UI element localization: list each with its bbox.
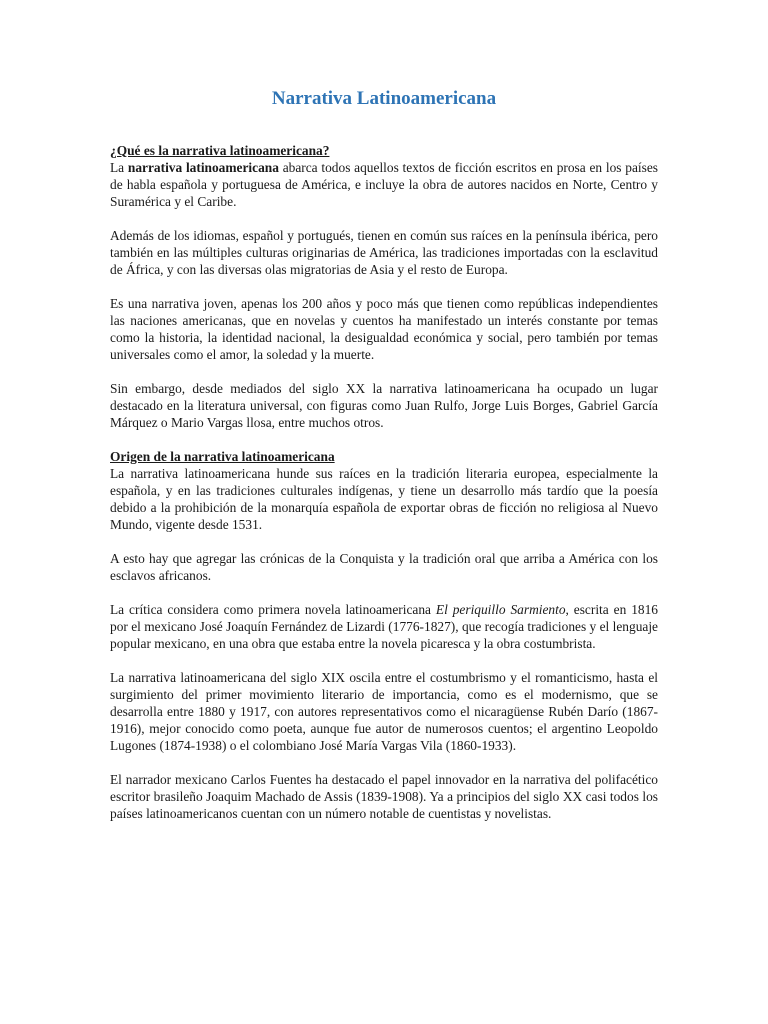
italic-title: El periquillo Sarmiento <box>435 602 566 617</box>
paragraph-young-narrative: Es una narrativa joven, apenas los 200 años y poco más que tienen como repúblicas independientes las naciones americanas, que en novelas y cuentos ha manifestado un interés constante por temas como la historia, la identidad nacional, la desigualdad económica y social, pero también por temas universales como el amor, la soledad y la muerte. <box>110 296 658 362</box>
paragraph-text: La crítica considera como primera novela latinoamericana <box>110 602 436 617</box>
paragraph-languages: Además de los idiomas, español y portugués, tienen en común sus raíces en la península ibérica, pero también en las múltiples culturas originarias de América, las tradiciones importadas con la esclavitud de África, y con las diversas olas migratorias de Asia y el resto de Europa. <box>110 228 658 277</box>
paragraph-definition <box>110 159 658 210</box>
paragraph-nineteenth-century: La narrativa latinoamericana del siglo XIX oscila entre el costumbrismo y el romanticismo, hasta el surgimiento del primer movimiento literario de importancia, como es el modernismo, que se desarrolla entre 1880 y 1917, con autores representativos como el nicaragüense Rubén Darío (1867-1916), mejor conocido como poeta, aunque fue autor de numerosos cuentos; el argentino Leopoldo Lugones (1874-1938) o el colombiano José María Vargas Vila (1860-1933). <box>110 670 658 753</box>
paragraph-text: La <box>110 160 128 175</box>
document-title: Narrativa Latinoamericana <box>271 88 497 109</box>
bold-term: narrativa latinoamericana <box>127 160 279 175</box>
paragraph-first-novel <box>110 601 658 652</box>
paragraph-text: , escrita en 1816 por el mexicano José Joaquín Fernández de Lizardi (1776-1827), que recogía tradiciones y el lenguaje popular mexicano, en una obra que estaba entre la novela picaresca y la obra costumbrista. <box>110 602 658 651</box>
paragraph-twentieth-century: Sin embargo, desde mediados del siglo XX la narrativa latinoamericana ha ocupado un lugar destacado en la literatura universal, con figuras como Juan Rulfo, Jorge Luis Borges, Gabriel García Márquez o Mario Vargas llosa, entre muchos otros. <box>110 381 658 430</box>
section-heading-que-es: ¿Qué es la narrativa latinoamericana? <box>110 143 330 158</box>
paragraph-roots: La narrativa latinoamericana hunde sus raíces en la tradición literaria europea, especialmente la española, y en las tradiciones culturales indígenas, y tiene un desarrollo más tardío que la poesía debido a la prohibición de la monarquía española de exportar obras de ficción no religiosa al Nuevo Mundo, vigente desde 1531. <box>110 466 658 532</box>
paragraph-text: abarca todos aquellos textos de ficción escritos en prosa en los países de habla española y portuguesa de América, e incluye la obra de autores nacidos en Norte, Centro y Suramérica y el Caribe. <box>110 160 658 209</box>
section-heading-origen: Origen de la narrativa latinoamericana <box>110 449 335 464</box>
paragraph-chronicles: A esto hay que agregar las crónicas de la Conquista y la tradición oral que arriba a América con los esclavos africanos. <box>110 551 658 583</box>
paragraph-machado-de-assis: El narrador mexicano Carlos Fuentes ha destacado el papel innovador en la narrativa del polifacético escritor brasileño Joaquim Machado de Assis (1839-1908). Ya a principios del siglo XX casi todos los países latinoamericanos cuentan con un número notable de cuentistas y novelistas. <box>110 772 658 821</box>
